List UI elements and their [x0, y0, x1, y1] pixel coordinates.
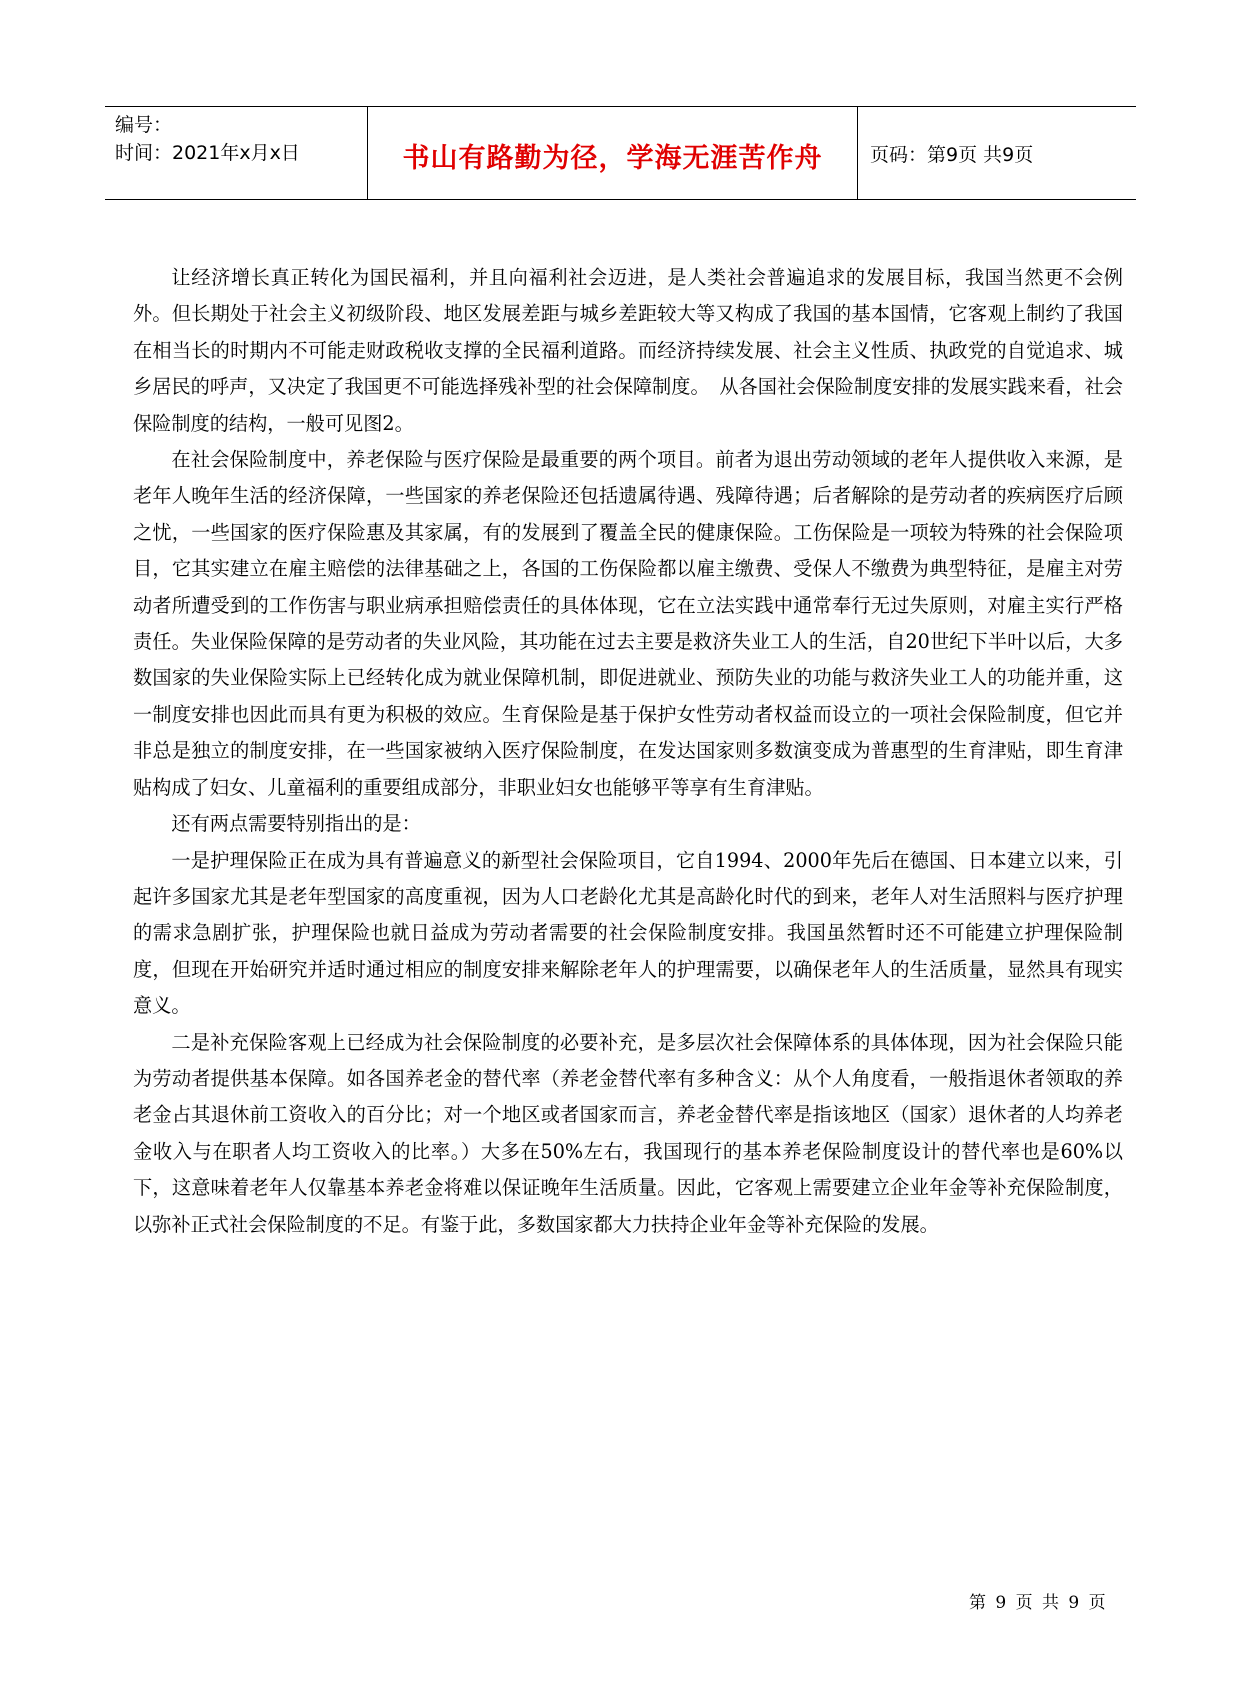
paragraph: 在社会保险制度中，养老保险与医疗保险是最重要的两个项目。前者为退出劳动领域的老年人提供收入来源，是老年人晚年生活的经济保障，一些国家的养老保险还包括遗属待遇、残障待遇；后者解除的是劳动者的疾病医疗后顾之忧，一些国家的医疗保险惠及其家属，有的发展到了覆盖全民的健康保险。工伤保险是一项较为特殊的社会保险项目，它其实建立在雇主赔偿的法律基础之上，各国的工伤保险都以雇主缴费、受保人不缴费为典型特征，是雇主对劳动者所遭受到的工作伤害与职业病承担赔偿责任的具体体现，它在立法实践中通常奉行无过失原则，对雇主实行严格责任。失业保险保障的是劳动者的失业风险，其功能在过去主要是救济失业工人的生活，自20世纪下半叶以后，大多数国家的失业保险实际上已经转化成为就业保障机制，即促进就业、预防失业的功能与救济失业工人的功能并重，这一制度安排也因此而具有更为积极的效应。生育保险是基于保护女性劳动者权益而设立的一项社会保险制度，但它并非总是独立的制度安排，在一些国家被纳入医疗保险制度，在发达国家则多数演变成为普惠型的生育津贴，即生育津贴构成了妇女、儿童福利的重要组成部分，非职业妇女也能够平等享有生育津贴。: [133, 448, 1123, 799]
document-time-label: 时间：2021年x月x日: [115, 142, 300, 164]
header-meta-cell: [105, 107, 368, 199]
footer-page-number: 第 9 页 共 9 页: [969, 1593, 1108, 1613]
header-motto: 书山有路勤为径，学海无涯苦作舟: [402, 142, 823, 174]
paragraph: 二是补充保险客观上已经成为社会保险制度的必要补充，是多层次社会保障体系的具体体现，因为社会保险只能为劳动者提供基本保障。如各国养老金的替代率（养老金替代率有多种含义：从个人角度看，一般指退休者领取的养老金占其退休前工资收入的百分比；对一个地区或者国家而言，养老金替代率是指该地区（国家）退休者的人均养老金收入与在职者人均工资收入的比率。）大多在50%左右，我国现行的基本养老保险制度设计的替代率也是60%以下，这意味着老年人仅靠基本养老金将难以保证晚年生活质量。因此，它客观上需要建立企业年金等补充保险制度，以弥补正式社会保险制度的不足。有鉴于此，多数国家都大力扶持企业年金等补充保险的发展。: [133, 1030, 1123, 1236]
paragraph: 让经济增长真正转化为国民福利，并且向福利社会迈进，是人类社会普遍追求的发展目标，我国当然更不会例外。但长期处于社会主义初级阶段、地区发展差距与城乡差距较大等又构成了我国的基本国情，它客观上制约了我国在相当长的时期内不可能走财政税收支撑的全民福利道路。而经济持续发展、社会主义性质、执政党的自觉追求、城乡居民的呼声，又决定了我国更不可能选择残补型的社会保障制度。 从各国社会保险制度安排的发展实践来看，社会保险制度的结构，一般可见图2。: [133, 266, 1123, 435]
header-table: [105, 106, 1136, 200]
paragraph: 还有两点需要特别指出的是：: [171, 812, 421, 836]
document-body: [133, 260, 1123, 1243]
header-page-info: 页码：第9页 共9页: [870, 143, 1034, 166]
document-number-label: 编号：: [115, 114, 173, 136]
header-motto-cell: [368, 107, 858, 199]
paragraph: 一是护理保险正在成为具有普遍意义的新型社会保险项目，它自1994、2000年先后在德国、日本建立以来，引起许多国家尤其是老年型国家的高度重视，因为人口老龄化尤其是高龄化时代的到来，老年人对生活照料与医疗护理的需求急剧扩张，护理保险也就日益成为劳动者需要的社会保险制度安排。我国虽然暂时还不可能建立护理保险制度，但现在开始研究并适时通过相应的制度安排来解除老年人的护理需要，以确保老年人的生活质量，显然具有现实意义。: [133, 848, 1123, 1018]
header-page-cell: [858, 107, 1136, 199]
